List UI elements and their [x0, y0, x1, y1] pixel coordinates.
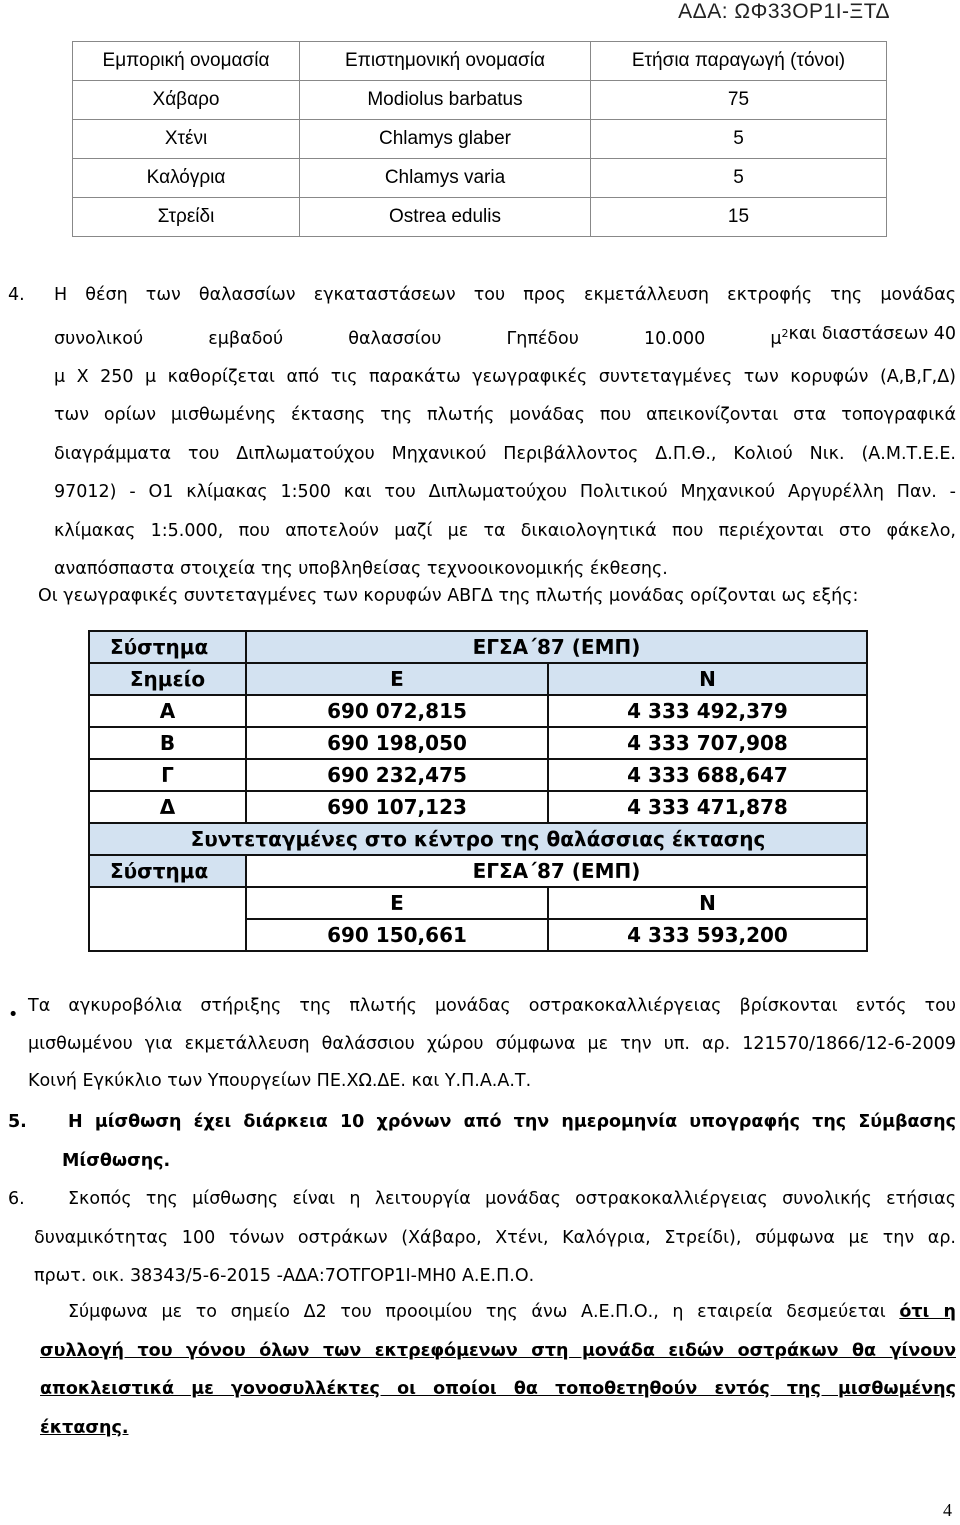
table-row [73, 120, 887, 159]
ada-code: ΑΔΑ: ΩΦ33ΟΡ1Ι-ΞΤΔ [678, 0, 890, 23]
text-line: έκτασης. [40, 1417, 129, 1438]
coordinates-intro: Οι γεωγραφικές συντεταγμένες των κορυφών ΑΒΓΔ της πλωτής μονάδας ορίζονται ως εξής: [38, 586, 859, 606]
center-system-label: Σύστημα [89, 855, 246, 887]
text-line [40, 1293, 956, 1332]
point-e: 690 072,815 [246, 695, 548, 727]
section-4-paragraph [54, 276, 956, 589]
empty-cell [89, 887, 246, 951]
center-columns-row [89, 887, 867, 919]
text-line: πρωτ. οικ. 38343/5-6-2015 -ΑΔΑ:7ΟΤΓΟΡ1Ι-ΜΗ0 Α.Ε.Π.Ο. [34, 1266, 535, 1286]
scientific-name: Modiolus barbatus [300, 81, 591, 120]
text-line: Τα αγκυροβόλια στήριξης της πλωτής μονάδας οστρακοκαλλιέργειας βρίσκονται εντός του [28, 996, 956, 1016]
point-name: Α [89, 695, 246, 727]
species-table [72, 41, 887, 237]
coordinates-table [88, 630, 868, 952]
center-n: 4 333 593,200 [548, 919, 867, 951]
column-e: Ε [246, 663, 548, 695]
table-row [73, 159, 887, 198]
point-n: 4 333 688,647 [548, 759, 867, 791]
area-text: συνολικού εμβαδού θαλασσίου Γηπέδου 10.000 μ [54, 328, 782, 349]
bullet-icon: • [8, 1005, 19, 1025]
text-line: συλλογή του γόνου όλων των εκτρεφόμενων στη μονάδα ειδών οστράκων θα γίνουν [40, 1340, 956, 1361]
point-name: Β [89, 727, 246, 759]
text-line: μ Χ 250 μ καθορίζεται από τις παρακάτω γεωγραφικές συντεταγμένες των κορυφών (Α,Β,Γ,Δ) [54, 366, 956, 387]
point-e: 690 232,475 [246, 759, 548, 791]
text-line: δυναμικότητας 100 τόνων οστράκων (Χάβαρο, Χτένι, Καλόγρια, Στρείδι), σύμφωνα με την αρ. [34, 1227, 956, 1248]
text-line: Μίσθωσης. [62, 1150, 171, 1171]
center-system-value: ΕΓΣΑ΄87 (ΕΜΠ) [246, 855, 867, 887]
scientific-name: Chlamys glaber [300, 120, 591, 159]
final-paragraph [40, 1293, 956, 1447]
table-row [89, 727, 867, 759]
center-column-n: Ν [548, 887, 867, 919]
center-title-row [89, 823, 867, 855]
point-n: 4 333 707,908 [548, 727, 867, 759]
center-column-e: Ε [246, 887, 548, 919]
section-5-number: 5. [8, 1112, 27, 1132]
point-e: 690 198,050 [246, 727, 548, 759]
commercial-name: Χτένι [73, 120, 300, 159]
column-n: Ν [548, 663, 867, 695]
commercial-name: Καλόγρια [73, 159, 300, 198]
text-line: των ορίων μισθωμένης έκτασης της πλωτής μονάδας που απεικονίζονται στα τοπογραφικά [54, 405, 956, 426]
section-6-paragraph [34, 1180, 956, 1296]
table-row [89, 759, 867, 791]
scientific-name: Chlamys varia [300, 159, 591, 198]
text-line: μισθωμένου για εκμετάλλευση θαλάσσιου χώρου σύμφωνα με την υπ. αρ. 121570/1866/12-6-2009 [28, 1033, 956, 1054]
text-line: 97012) - Ο1 κλίμακας 1:500 και του Διπλωματούχου Πολιτικού Μηχανικού Αργυρέλλη Παν. - [54, 482, 956, 503]
commitment-text: Σύμφωνα με το σημείο Δ2 του προοιμίου της άνω Α.Ε.Π.Ο., η εταιρεία δεσμεύεται [68, 1302, 886, 1322]
text-line: Σκοπός της μίσθωσης είναι η λειτουργία μονάδας οστρακοκαλλιέργειας συνολικής ετήσιας [68, 1189, 956, 1209]
superscript: 2 [781, 326, 789, 340]
point-label: Σημείο [89, 663, 246, 695]
text-line [54, 315, 956, 358]
annual-production: 15 [591, 198, 887, 237]
point-n: 4 333 492,379 [548, 695, 867, 727]
table-row [73, 81, 887, 120]
section-6-number: 6. [8, 1189, 25, 1209]
table-row [73, 198, 887, 237]
text-line: Η θέση των θαλασσίων εγκαταστάσεων του προς εκμετάλλευση εκτροφής της μονάδας [54, 285, 956, 305]
commercial-name: Στρείδι [73, 198, 300, 237]
dimensions-text: και διαστάσεων 40 [788, 323, 956, 344]
table-row [89, 791, 867, 823]
text-line: αποκλειστικά με γονοσυλλέκτες οι οποίοι θα τοποθετηθούν εντός της μισθωμένης [40, 1379, 956, 1399]
scientific-name: Ostrea edulis [300, 198, 591, 237]
text-line: Κοινή Εγκύκλιο των Υπουργείων ΠΕ.ΧΩ.ΔΕ. και Υ.Π.Α.Α.Τ. [28, 1071, 532, 1091]
underlined-text: ότι η [899, 1302, 956, 1322]
system-row [89, 631, 867, 663]
text-line: Η μίσθωση έχει διάρκεια 10 χρόνων από την ημερομηνία υπογραφής της Σύμβασης [68, 1112, 956, 1132]
annual-production: 5 [591, 159, 887, 198]
text-line: κλίμακας 1:5.000, που αποτελούν μαζί με τα δικαιολογητικά που περιέχονται στο φάκελο, [54, 520, 956, 541]
bullet-paragraph [28, 988, 956, 1101]
annual-production: 5 [591, 120, 887, 159]
page-number: 4 [943, 1500, 952, 1520]
center-e: 690 150,661 [246, 919, 548, 951]
section-4-number: 4. [8, 285, 25, 305]
center-system-row [89, 855, 867, 887]
text-line: διαγράμματα του Διπλωματούχου Μηχανικού Περιβάλλοντος Δ.Π.Θ., Κολιού Νικ. (Α.Μ.Τ.Ε.Ε. [54, 443, 956, 464]
commercial-name: Χάβαρο [73, 81, 300, 120]
table-row [89, 695, 867, 727]
header-scientific-name: Επιστημονική ονομασία [300, 42, 591, 81]
text-line: αναπόσπαστα στοιχεία της υποβληθείσας τεχνοοικονομικής έκθεσης. [54, 559, 668, 580]
system-label: Σύστημα [89, 631, 246, 663]
columns-row [89, 663, 867, 695]
header-commercial-name: Εμπορική ονομασία [73, 42, 300, 81]
point-name: Δ [89, 791, 246, 823]
section-5-paragraph [62, 1103, 956, 1180]
table-header-row [73, 42, 887, 81]
point-n: 4 333 471,878 [548, 791, 867, 823]
annual-production: 75 [591, 81, 887, 120]
system-value: ΕΓΣΑ΄87 (ΕΜΠ) [246, 631, 867, 663]
center-title: Συντεταγμένες στο κέντρο της θαλάσσιας έκτασης [89, 823, 867, 855]
header-annual-production: Ετήσια παραγωγή (τόνοι) [591, 42, 887, 81]
point-name: Γ [89, 759, 246, 791]
point-e: 690 107,123 [246, 791, 548, 823]
